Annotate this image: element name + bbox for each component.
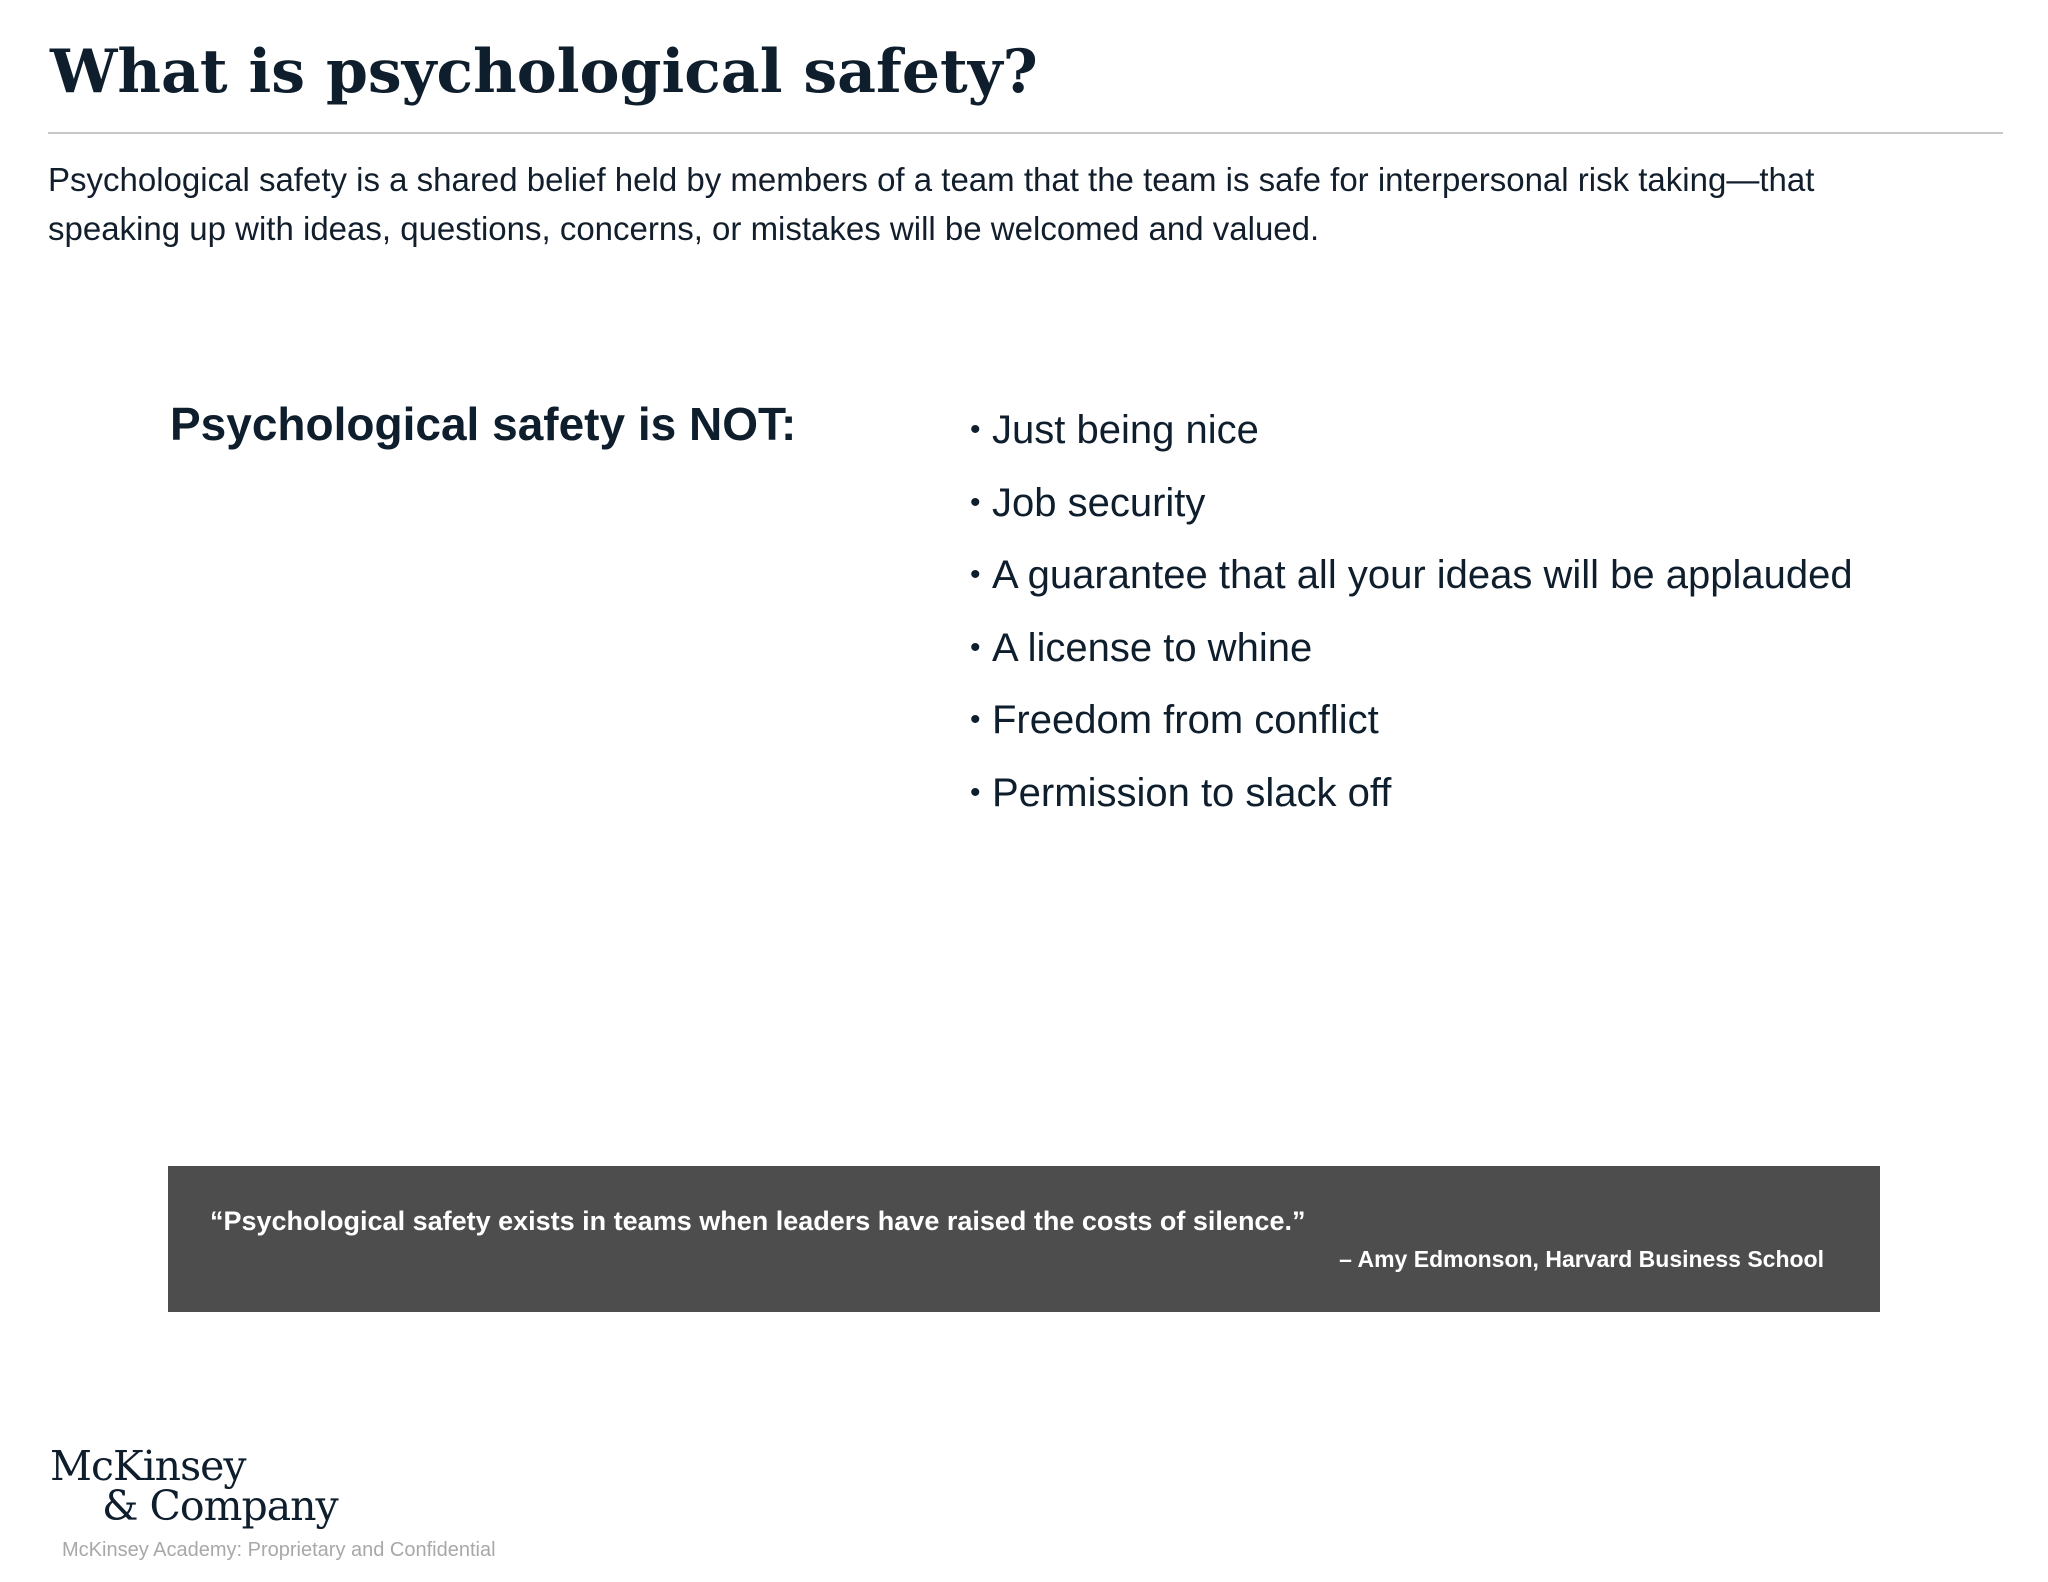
list-item-text: Freedom from conflict [992,698,1379,742]
list-item [970,402,1853,475]
bullet-icon: • [970,558,981,591]
list-item-text: A license to whine [992,625,1313,670]
not-list [970,402,1853,837]
quote-box [168,1166,1880,1312]
quote-text: “Psychological safety exists in teams when leaders have raised the costs of silence.” [210,1206,1306,1236]
title-divider [48,132,2003,134]
logo-line-2: & Company [102,1482,338,1530]
confidentiality-note: McKinsey Academy: Proprietary and Confidential [62,1539,496,1561]
definition-paragraph: Psychological safety is a shared belief held by members of a team that the team is safe for interpersonal risk taking—that speaking up with ideas, questions, concerns, or mistakes will be welcomed and valued. [48,161,1815,247]
bullet-icon: • [970,775,981,809]
quote-attribution: – Amy Edmonson, Harvard Business School [1339,1246,1824,1272]
list-item [970,620,1853,693]
list-item [970,475,1853,548]
bullet-icon: • [970,703,981,736]
bullet-icon: • [970,630,981,664]
slide-title: What is psychological safety? [50,37,1038,107]
list-item [970,765,1853,838]
company-logo [50,1442,338,1530]
list-item-text: Job security [992,480,1206,525]
logo-line-1: McKinsey [50,1442,246,1490]
bullet-icon: • [970,485,981,519]
list-item [970,692,1853,765]
list-item-text: Permission to slack off [992,770,1392,815]
list-item-text: Just being nice [992,408,1259,452]
list-item [970,547,1853,620]
list-item-text: A guarantee that all your ideas will be applauded [992,553,1853,597]
not-section-heading: Psychological safety is NOT: [170,398,797,450]
bullet-icon: • [970,413,981,446]
